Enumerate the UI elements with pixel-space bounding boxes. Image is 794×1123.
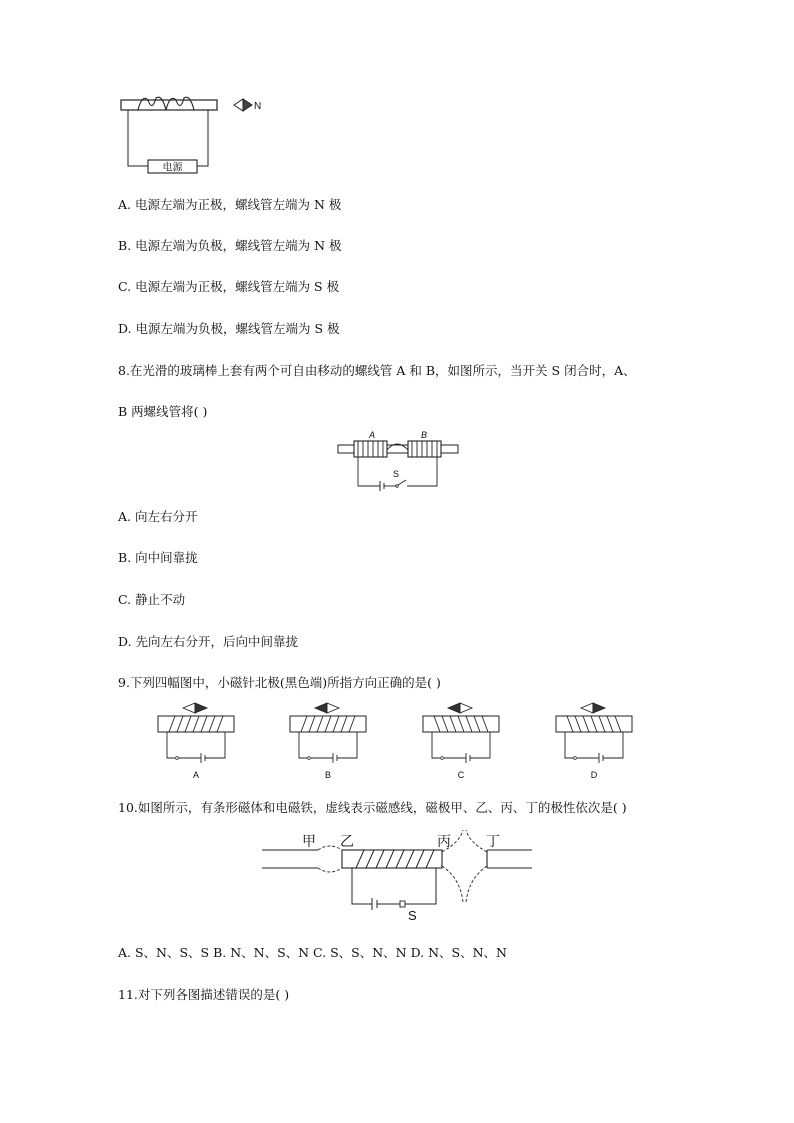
q10-switch-label: S [408,908,417,923]
q10-stem: 10.如图所示，有条形磁体和电磁铁，虚线表示磁感线，磁极甲、乙、丙、丁的极性依次是( ) [118,800,627,815]
q8-option-b: B. 向中间靠拢 [118,550,198,565]
q9-figure-c [420,698,504,784]
q7-figure [118,92,288,182]
q8-option-c: C. 静止不动 [118,592,186,607]
q9-figure-d [553,698,637,784]
q8-stem-line1: 8.在光滑的玻璃棒上套有两个可自由移动的螺线管 A 和 B，如图所示，当开关 S 闭合时，A、 [118,363,636,378]
q10-options: A. S、N、S、S B. N、N、S、N C. S、S、N、N D. N、S、N、N [118,945,507,960]
q9-label-b: B [324,770,332,780]
q8-option-a: A. 向左右分开 [118,509,198,524]
q9-a-compass-needle [183,703,207,713]
q8-option-d: D. 先向左右分开，后向中间靠拢 [118,634,299,649]
q11-stem: 11.对下列各图描述错误的是( ) [118,987,290,1002]
q9-d-compass-needle [581,703,605,713]
q9-label-a: A [192,770,200,780]
q7-option-d: D. 电源左端为负极，螺线管左端为 S 极 [118,321,340,336]
q10-pole-jia: 甲 [302,833,316,849]
q9-c-compass-needle [448,703,472,713]
q8-stem-line2: B 两螺线管将( ) [118,404,208,419]
q9-stem: 9.下列四幅图中，小磁针北极(黑色端)所指方向正确的是( ) [118,675,441,690]
q7-source-label: 电源 [162,162,183,174]
q7-compass-needle [234,99,252,111]
q8-label-a: A [369,430,376,440]
q7-option-b: B. 电源左端为负极，螺线管左端为 N 极 [118,238,342,253]
q8-label-b: B [421,430,428,440]
q9-figure-a [155,698,239,784]
q9-label-c: C [457,770,465,780]
q7-option-c: C. 电源左端为正极，螺线管左端为 S 极 [118,279,340,294]
q7-option-a: A. 电源左端为正极，螺线管左端为 N 极 [118,197,342,212]
q9-label-d: D [590,770,598,780]
q8-figure [336,428,466,494]
q10-pole-yi: 乙 [340,833,354,849]
q9-figure-b [287,698,371,784]
q9-b-compass-needle [315,703,339,713]
q10-figure [260,828,535,924]
q7-needle-label: N [254,101,262,112]
q10-pole-bing: 丙 [437,833,451,849]
q10-pole-ding: 丁 [486,833,500,849]
q8-label-s: S [393,469,400,479]
